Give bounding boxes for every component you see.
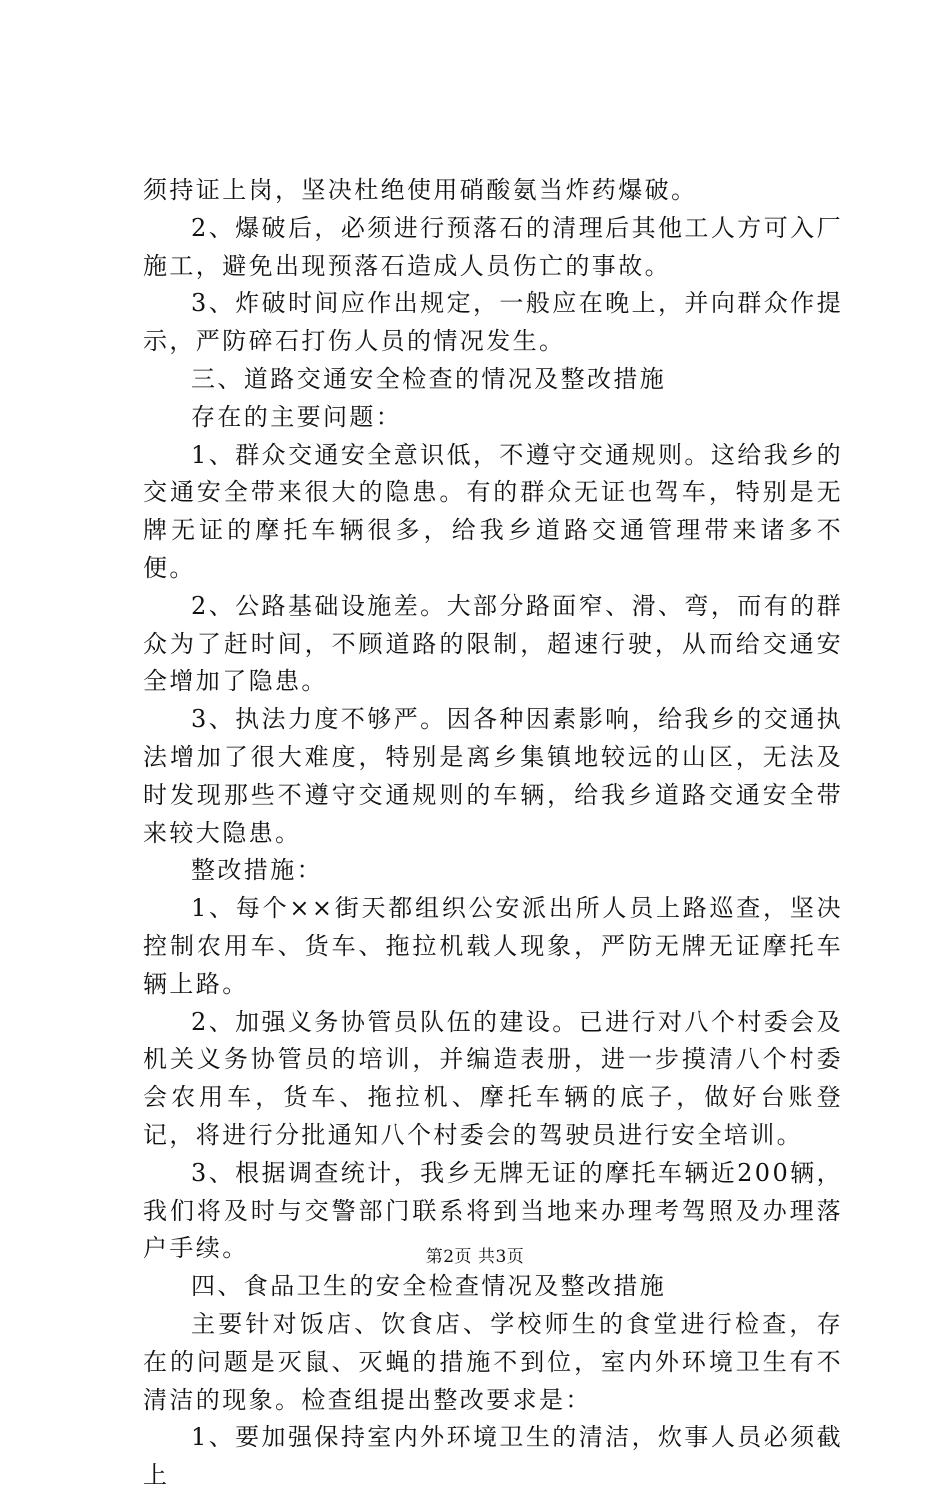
subheading-rectification-measures: 整改措施： [191,856,323,885]
paragraph-10: 1、每个××街天都组织公安派出所人员上路巡查，坚决控制农用车、货车、拖拉机载人现象，严防无牌无证摩托车辆上路。 [143,894,843,998]
paragraph-11: 2、加强义务协管员队伍的建设。已进行对八个村委会及机关义务协管员的培训，并编造表册，进一步摸清八个村委会农用车，货车、拖拉机、摩托车辆的底子，做好台账登记，将进行分批通知八个村委会的驾驶员进行安全培训。 [143,1007,843,1149]
page-footer [0,1242,950,1267]
paragraph-1: 须持证上岗，坚决杜绝使用硝酸氨当炸药爆破。 [143,176,698,204]
section-heading-food-hygiene: 四、食品卫生的安全检查情况及整改措施 [191,1272,667,1301]
paragraph-14: 主要针对饭店、饮食店、学校师生的食堂进行检查，存在的问题是灭鼠、灭蝇的措施不到位，室内外环境卫生有不清洁的现象。检查组提出整改要求是： [143,1309,843,1414]
section-heading-road-traffic: 三、道路交通安全检查的情况及整改措施 [191,364,667,393]
paragraph-15: 1、要加强保持室内外环境卫生的清洁，炊事人员必须截上 [143,1423,843,1490]
paragraph-3: 3、炸破时间应作出规定，一般应在晚上，并向群众作提示，严防碎石打伤人员的情况发生。 [143,289,843,356]
page-number-label: 第2页 共3页 [425,1247,525,1267]
paragraph-6: 1、群众交通安全意识低，不遵守交通规则。这给我乡的交通安全带来很大的隐患。有的群众无证也驾车，特别是无牌无证的摩托车辆很多，给我乡道路交通管理带来诸多不便。 [143,440,843,582]
paragraph-7: 2、公路基础设施差。大部分路面窄、滑、弯，而有的群众为了赶时间，不顾道路的限制，超速行驶，从而给交通安全增加了隐患。 [143,591,843,696]
document-body [143,172,843,1495]
paragraph-8: 3、执法力度不够严。因各种因素影响，给我乡的交通执法增加了很大难度，特别是离乡集镇地较远的山区，无法及时发现那些不遵守交通规则的车辆，给我乡道路交通安全带来较大隐患。 [143,705,843,847]
subheading-main-problems: 存在的主要问题： [191,402,403,431]
paragraph-2: 2、爆破后，必须进行预落石的清理后其他工人方可入厂施工，避免出现预落石造成人员伤亡的事故。 [143,213,843,280]
paragraph-12: 3、根据调查统计，我乡无牌无证的摩托车辆近200辆，我们将及时与交警部门联系将到当地来办理考驾照及办理落户手续。 [143,1158,843,1263]
